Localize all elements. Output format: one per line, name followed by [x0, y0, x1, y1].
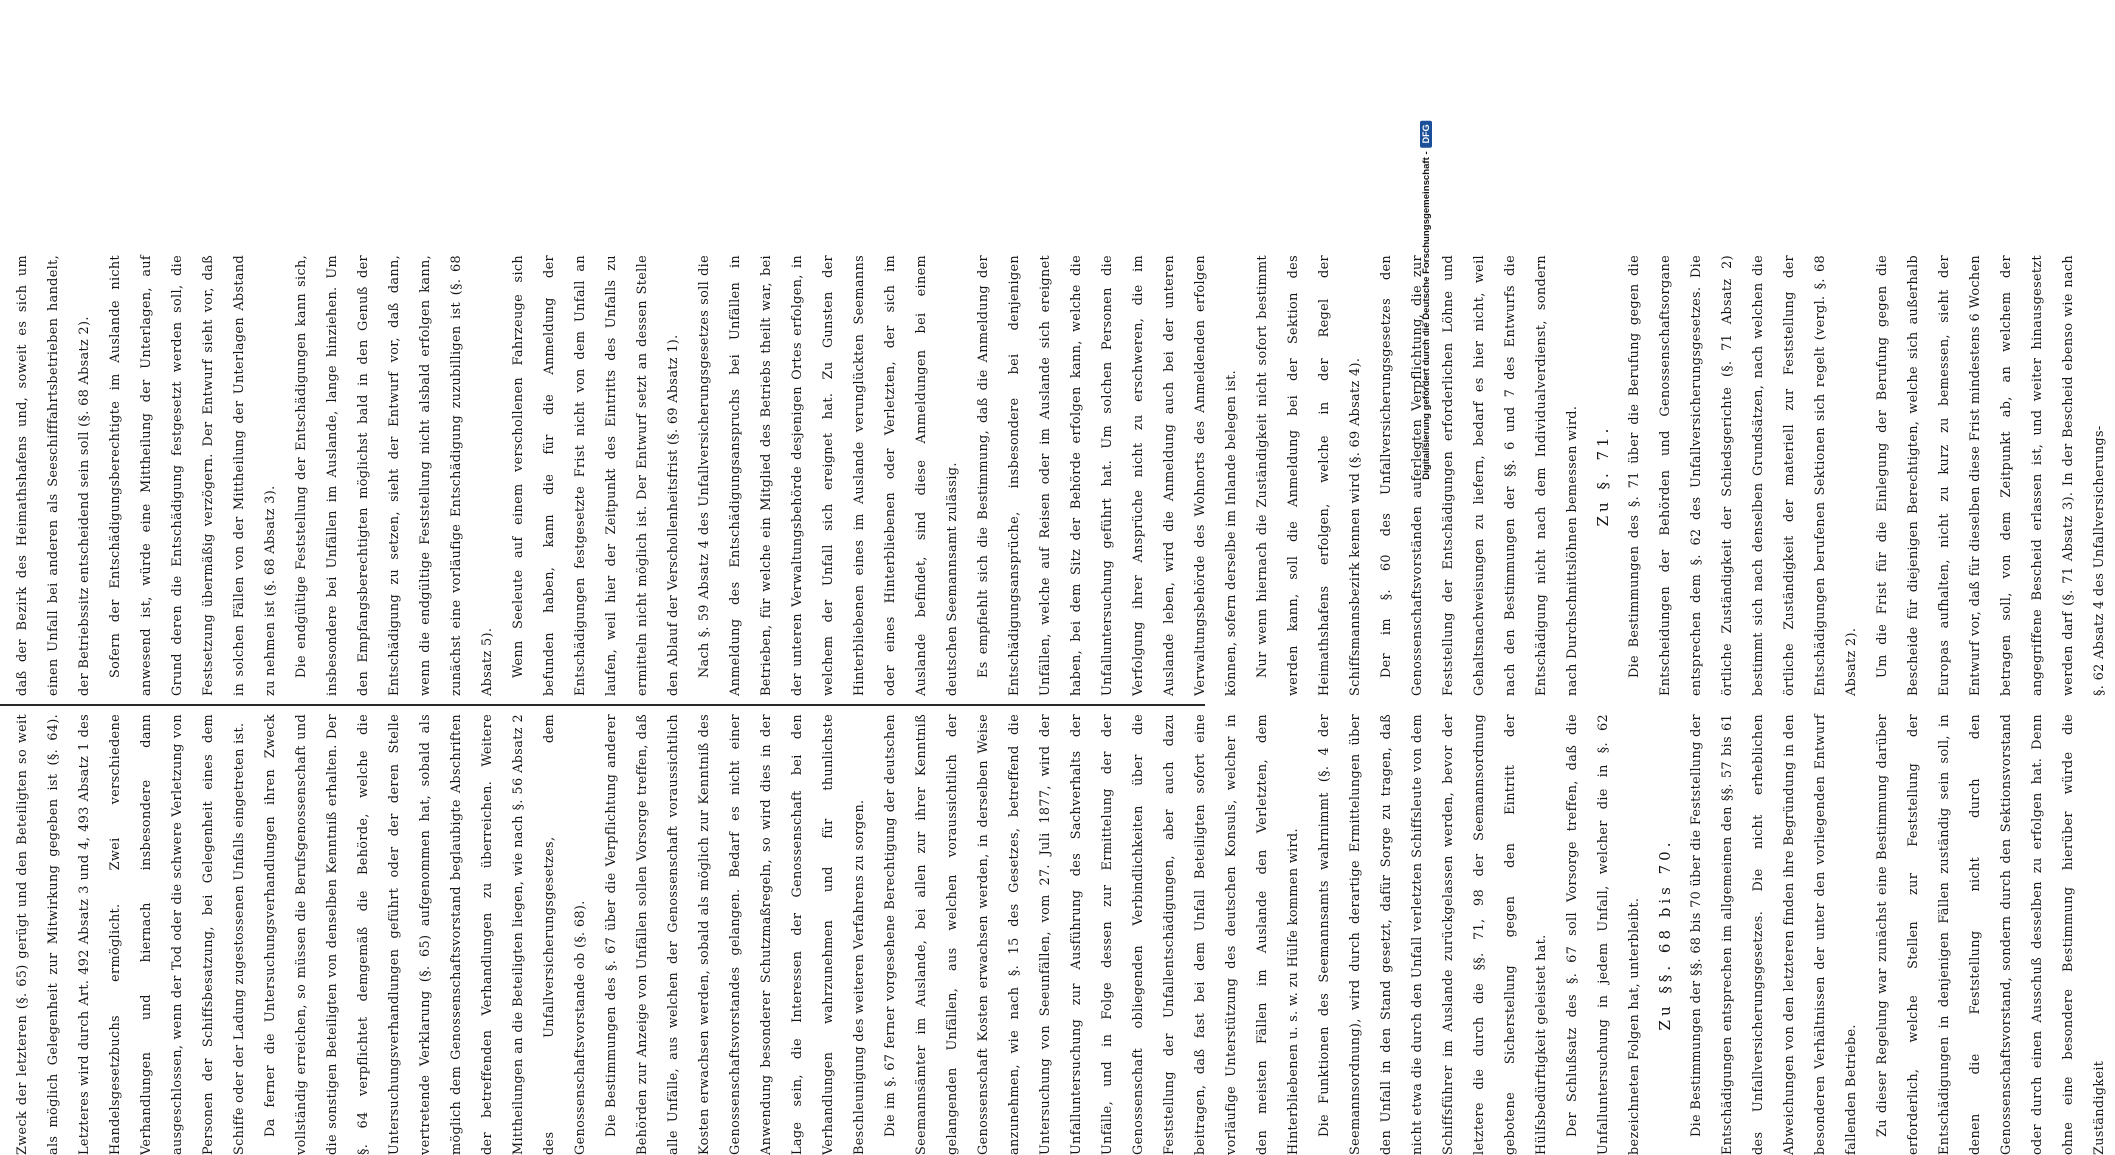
right-paragraph-1: daß der Bezirk des Heimathshafens und, soweit es sich um einen Unfall bei anderen als Seeschifffahrtsbetrieben handelt, der Betriebssitz entscheidend sein soll (§. 68 Absatz 2).	[15, 255, 92, 696]
funding-note	[1420, 120, 1432, 479]
section-heading-71: Zu §. 71.	[1594, 424, 1612, 527]
left-column	[0, 714, 2107, 1155]
section-heading-68-70: Zu §§. 68 bis 70.	[1656, 838, 1674, 1031]
right-paragraph-2: Sofern der Entschädigungsberechtigte im Auslande nicht anwesend ist, würde eine Mittheilung der Unterlagen, auf Grund deren die Entschädigung festgesetzt werden soll, die Festsetzung übermäßig verzögern. Der Entwurf sieht vor, daß in solchen Fällen von der Mittheilung der Unterlagen Abstand zu nehmen ist (§. 68 Absatz 3).	[108, 255, 278, 696]
right-paragraph-10: Um die Frist für die Einlegung der Berufung gegen die Bescheide für diejenigen Berechtigten, welche sich außerhalb Europas aufhalten, nicht zu kurz zu bemessen, sieht der Entwurf vor, daß für dieselben diese Frist mindestens 6 Wochen betragen soll, von dem Zeitpunkt ab, an welchem der angegriffene Bescheid erlassen ist, und weiter hinausgesetzt werden darf (§. 71 Absatz 3). In der Bescheid ebenso wie nach §. 62 Absatz 4 des Unfallversicherungs-	[1875, 255, 2107, 696]
left-paragraph-2: Da ferner die Untersuchungsverhandlungen ihren Zweck vollständig erreichen, so müssen die Berufsgenossenschaft und die sonstigen Beteiligten von denselben Kenntniß erhalten. Der §. 64 verpflichtet demgemäß die Behörde, welche die Untersuchungsverhandlungen geführt oder der deren Stelle vertretende Verklarung (§. 65) aufgenommen hat, sobald als möglich dem Genossenschaftsvorstand beglaubigte Abschriften der betreffenden Verhandlungen zu überreichen. Weitere Mittheilungen an die Beteiligten liegen, wie nach §. 56 Absatz 2 des Unfallversicherungsgesetzes, dem Genossenschaftsvorstande ob (§. 68).	[263, 714, 588, 1155]
right-paragraph-4: Wenn Seeleute auf einem verschollenen Fahrzeuge sich befunden haben, kann die für die Anmeldung der Entschädigungen festgesetzte Frist nicht von dem Unfall an laufen, weil hier der Zeitpunkt des Eintritts des Unfalls zu ermitteln nicht möglich ist. Der Entwurf setzt an dessen Stelle den Ablauf der Verschollenheitsfrist (§. 69 Absatz 1).	[511, 255, 681, 696]
right-paragraph-9: Die Bestimmungen des §. 71 über die Berufung gegen die Entscheidungen der Behörden und Genossenschaftsorgane entsprechen dem §. 62 des Unfallversicherungsgesetzes. Die örtliche Zuständigkeit der Schiedsgerichte (§. 71 Absatz 2) bestimmt sich nach denselben Grundsätzen, nach welchen die örtliche Zuständigkeit der materiell zur Feststellung der Entschädigungen berufenen Sektionen sich regelt (vergl. §. 68 Absatz 2).	[1627, 255, 1859, 696]
right-paragraph-7: Nur wenn hiernach die Zuständigkeit nicht sofort bestimmt werden kann, soll die Anmeldung bei der Sektion des Heimathshafens erfolgen, welche in der Regel der Schiffsmannsbezirk kennen wird (§. 69 Absatz 4).	[1255, 255, 1363, 696]
digitization-sidebar	[1415, 0, 1437, 1000]
left-paragraph-4: Die im §. 67 ferner vorgesehene Berechtigung der deutschen Seemannsämter im Auslande, bei allen zur ihrer Kenntniß gelangenden Unfällen, aus welchen voraussichtlich der Genossenschaft Kosten erwachsen werden, in derselben Weise anzunehmen, wie nach §. 15 des Gesetzes, betreffend die Untersuchung von Seeunfällen, vom 27. Juli 1877, wird der Unfalluntersuchung zur Ausführung des Sachverhalts der Unfälle, und in Folge dessen zur Ermittelung der der Genossenschaft obliegenden Verbindlichkeiten über die Feststellung der Unfallentschädigungen, aber auch dazu beitragen, daß fast bei dem Unfall Beteiligten sofort eine vorläufige Unterstützung des deutschen Konsuls, welcher in den meisten Fällen im Auslande den Verletzten, dem Hinterbliebenen u. s. w. zu Hülfe kommen wird.	[883, 714, 1301, 1155]
right-paragraph-3: Die endgültige Feststellung der Entschädigungen kann sich, insbesondere bei Unfällen im Auslande, lange hinziehen. Um den Empfangsberechtigten möglichst bald in den Genuß der Entschädigung zu setzen, sieht der Entwurf vor, daß dann, wenn die endgültige Feststellung nicht alsbald erfolgen kann, zunächst eine vorläufige Entschädigung zuzubilligen ist (§. 68 Absatz 5).	[294, 255, 495, 696]
column-divider	[0, 704, 1205, 706]
funding-note-text: Digitalisierung gefördert durch die Deutsche Forschungsgemeinschaft -	[1420, 151, 1432, 480]
left-paragraph-8: Zu dieser Regelung war zunächst eine Bestimmung darüber erforderlich, welche Stellen zur Feststellung der Entschädigungen in denjenigen Fällen zuständig sein soll, in denen die Feststellung nicht durch den Genossenschaftsvorstand, sondern durch den Sektionsvorstand oder durch einen Ausschuß desselben zu erfolgen hat. Denn ohne eine besondere Bestimmung hierüber würde die Zuständigkeit	[1875, 714, 2107, 1155]
dfg-logo-icon: DFG	[1420, 120, 1432, 147]
right-paragraph-8: Der im §. 60 des Unfallversicherungsgesetzes den Genossenschaftsvorständen auferlegten Verpflichtung, die zur Feststellung der Entschädigungen erforderlichen Löhne und Gehaltsnachweisungen zu liefern, bedarf es hier nicht, weil nach den Bestimmungen der §§. 6 und 7 des Entwurfs die Entschädigung nicht nach dem Individualverdienst, sondern nach Durchschnittslöhnen bemessen wird.	[1379, 255, 1580, 696]
left-paragraph-3: Die Bestimmungen des §. 67 über die Verpflichtung anderer Behörden zur Anzeige von Unfällen sollen Vorsorge treffen, daß alle Unfälle, aus welchen der Genossenschaft voraussichtlich Kosten erwachsen werden, sobald als möglich zur Kenntniß des Genossenschaftsvorstandes gelangen. Bedarf es nicht einer Anwendung besonderer Schutzmaßregeln, so wird dies in der Lage sein, die Interessen der Genossenschaft bei den Verhandlungen wahrzunehmen und für thunlichste Beschleunigung des weiteren Verfahrens zu sorgen.	[604, 714, 867, 1155]
left-paragraph-7: Die Bestimmungen der §§. 68 bis 70 über die Feststellung der Entschädigungen entsprechen im allgemeinen den §§. 57 bis 61 des Unfallversicherungsgesetzes. Die nicht erheblichen Abweichungen von den letzteren finden ihre Begründung in den besonderen Verhältnissen der unter den vorliegenden Entwurf fallenden Betriebe.	[1689, 714, 1859, 1155]
right-paragraph-5: Nach §. 59 Absatz 4 des Unfallversicherungsgesetzes soll die Anmeldung des Entschädigungsanspruchs bei Unfällen in Betrieben, für welche ein Mitglied des Betriebs theilt war, bei der unteren Verwaltungsbehörde desjenigen Ortes erfolgen, in welchem der Unfall sich ereignet hat. Zu Gunsten der Hinterbliebenen eines im Auslande verunglückten Seemanns oder eines Hinterbliebenen oder Verletzten, der sich im Auslande befindet, sind diese Anmeldungen bei einem deutschen Seemannsamt zulässig.	[697, 255, 960, 696]
left-paragraph-5: Die Funktionen des Seemannsamts wahrnimmt (§. 4 der Seemannsordnung), wird durch derartige Ermittelungen über den Unfall in den Stand gesetzt, dafür Sorge zu tragen, daß nicht etwa die durch den Unfall verletzten Schiffsleute von dem Schiffsführer im Auslande zurückgelassen werden, bevor der letztere die durch die §§. 71, 98 der Seemannsordnung gebotene Sicherstellung gegen den Eintritt der Hülfsbedürftigkeit geleistet hat.	[1317, 714, 1549, 1155]
left-paragraph-1: Zweck der letzteren (§. 65) gerügt und den Beteiligten so weit als möglich Gelegenheit zur Mitwirkung gegeben ist (§. 64). Letzteres wird durch Art. 492 Absatz 3 und 4, 493 Absatz 1 des Handelsgesetzbuchs ermöglicht. Zwei verschiedene Verhandlungen und hiernach insbesondere dann ausgeschlossen, wenn der Tod oder die schwere Verletzung von Personen der Schiffsbesatzung, bei Gelegenheit eines dem Schiffe oder der Ladung zugestossenen Unfalls eingetreten ist.	[15, 714, 247, 1155]
left-paragraph-6: Der Schlußsatz des §. 67 soll Vorsorge treffen, daß die Unfalluntersuchung in jedem Unfall, welcher die in §. 62 bezeichneten Folgen hat, unterbleibt.	[1565, 714, 1642, 1155]
right-paragraph-6: Es empfiehlt sich die Bestimmung, daß die Anmeldung der Entschädigungsansprüche, insbesondere bei denjenigen Unfällen, welche auf Reisen oder im Auslande sich ereignet haben, bei dem Sitz der Behörde erfolgen kann, welche die Unfalluntersuchung geführt hat. Um solchen Personen die Verfolgung ihrer Ansprüche nicht zu erschweren, die im Auslande leben, wird die Anmeldung auch bei der unteren Verwaltungsbehörde des Wohnorts des Anmeldenden erfolgen können, sofern derselbe im Inlande belegen ist.	[976, 255, 1239, 696]
